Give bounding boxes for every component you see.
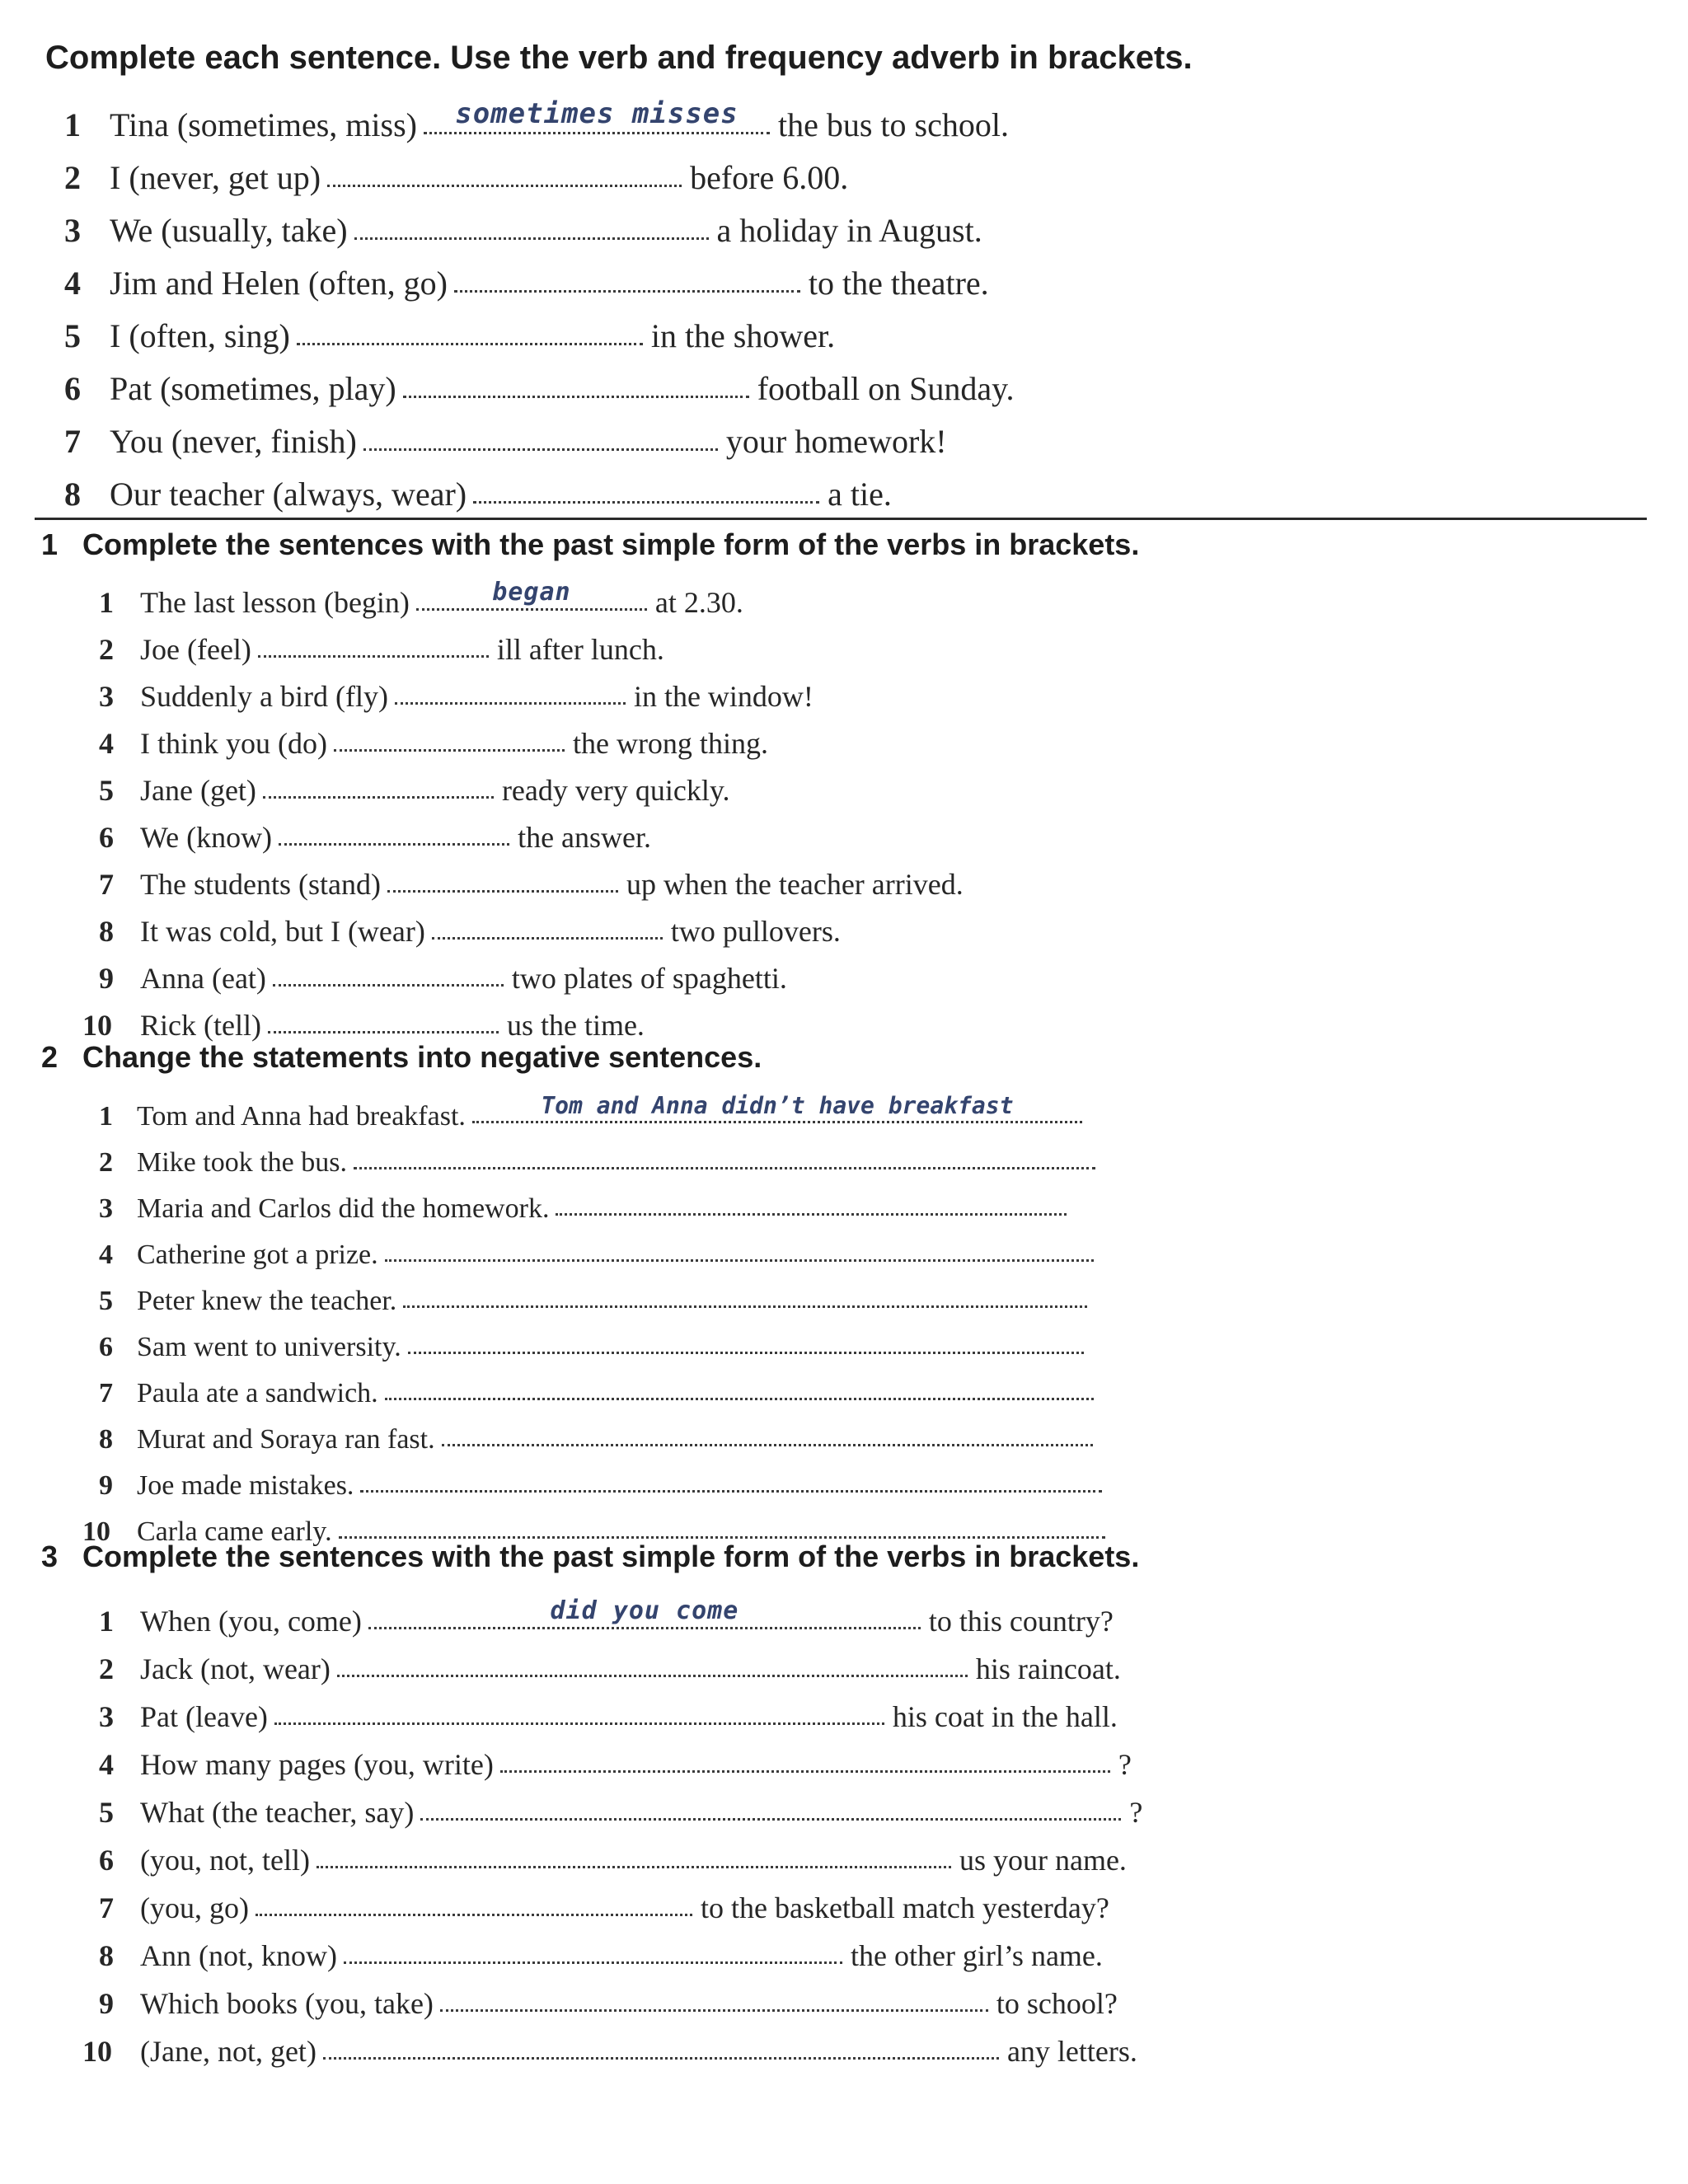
item-prompt: Paula ate a sandwich. bbox=[137, 1378, 378, 1408]
item-number: 10 bbox=[82, 1009, 112, 1042]
item-ending: ill after lunch. bbox=[496, 633, 664, 666]
item-prompt: Anna (eat) bbox=[140, 962, 266, 995]
item-number: 2 bbox=[99, 633, 114, 666]
answer-blank[interactable] bbox=[395, 673, 626, 705]
item-ending: ? bbox=[1118, 1748, 1132, 1781]
item-ending: the answer. bbox=[518, 821, 652, 854]
handwritten-answer: did you come bbox=[550, 1596, 739, 1625]
ex2-item-8 bbox=[99, 1418, 1101, 1455]
item-prompt: Pat (sometimes, play) bbox=[110, 370, 396, 407]
ex3-item-7 bbox=[99, 1886, 1109, 1925]
item-number: 1 bbox=[64, 106, 81, 143]
item-prompt: Ann (not, know) bbox=[140, 1939, 337, 1972]
item-number: 5 bbox=[99, 1796, 114, 1829]
item-number: 7 bbox=[99, 1891, 114, 1924]
exercise-frequency-heading bbox=[45, 40, 1193, 77]
item-prompt: Which books (you, take) bbox=[140, 1987, 434, 2020]
item-ending: his raincoat. bbox=[975, 1652, 1121, 1685]
ex1-item-7 bbox=[99, 862, 964, 902]
item-prompt: Tina (sometimes, miss) bbox=[110, 106, 417, 143]
answer-blank[interactable] bbox=[387, 860, 618, 893]
item-number: 6 bbox=[99, 1844, 114, 1877]
item-prompt: Peter knew the teacher. bbox=[137, 1286, 397, 1316]
item-number: 3 bbox=[99, 680, 114, 713]
item-prompt: We (know) bbox=[140, 821, 273, 854]
answer-blank[interactable] bbox=[297, 310, 643, 345]
answer-blank[interactable] bbox=[339, 1508, 1105, 1539]
item-number: 7 bbox=[99, 868, 114, 901]
ex1-item-6 bbox=[99, 815, 651, 855]
item-ending: two plates of spaghetti. bbox=[511, 962, 787, 995]
item-prompt: How many pages (you, write) bbox=[140, 1748, 494, 1781]
item-prompt: (you, go) bbox=[140, 1891, 249, 1924]
answer-blank[interactable] bbox=[454, 257, 800, 293]
item-number: 6 bbox=[99, 821, 114, 854]
ex2-item-9 bbox=[99, 1464, 1110, 1502]
item-number: 4 bbox=[99, 1240, 113, 1270]
item-number: 1 bbox=[99, 1605, 114, 1638]
item-ending: the bus to school. bbox=[778, 106, 1009, 143]
answer-blank[interactable] bbox=[556, 1185, 1067, 1216]
item-number: 2 bbox=[99, 1147, 113, 1178]
item-ending: the wrong thing. bbox=[572, 727, 768, 760]
handwritten-answer: began bbox=[492, 578, 571, 607]
answer-blank[interactable] bbox=[416, 579, 647, 611]
ex3-item-9 bbox=[99, 1981, 1118, 2021]
answer-blank[interactable] bbox=[344, 1932, 842, 1964]
answer-blank[interactable] bbox=[316, 1836, 951, 1868]
ex1-item-4 bbox=[99, 721, 768, 761]
item-ending: ready very quickly. bbox=[501, 774, 730, 807]
handwritten-answer: sometimes misses bbox=[455, 97, 738, 130]
answer-blank[interactable] bbox=[268, 1001, 499, 1033]
item-prompt: When (you, come) bbox=[140, 1605, 362, 1638]
exercise-1-heading bbox=[41, 527, 1139, 562]
item-prompt: Carla came early. bbox=[137, 1516, 332, 1547]
item-number: 7 bbox=[64, 423, 81, 460]
exercise-number: 1 bbox=[41, 527, 59, 561]
item-ending: to this country? bbox=[928, 1605, 1114, 1638]
item-number: 5 bbox=[64, 317, 81, 354]
exercise-2-title: Change the statements into negative sentences. bbox=[82, 1040, 762, 1074]
item-prompt: Joe (feel) bbox=[140, 633, 251, 666]
freq-item-8 bbox=[64, 470, 892, 513]
item-ending: his coat in the hall. bbox=[892, 1700, 1118, 1733]
answer-blank[interactable] bbox=[473, 468, 819, 504]
item-number: 1 bbox=[99, 586, 114, 619]
ex1-item-1 bbox=[99, 580, 743, 620]
answer-blank[interactable] bbox=[403, 1277, 1087, 1308]
ex2-item-2 bbox=[99, 1141, 1104, 1179]
item-ending: in the shower. bbox=[650, 317, 836, 354]
item-ending: a holiday in August. bbox=[716, 212, 982, 249]
item-number: 3 bbox=[64, 212, 81, 249]
item-number: 4 bbox=[99, 727, 114, 760]
answer-blank[interactable] bbox=[363, 415, 718, 451]
item-number: 10 bbox=[82, 1516, 110, 1547]
item-ending: us the time. bbox=[506, 1009, 645, 1042]
item-number: 9 bbox=[99, 1470, 113, 1501]
item-prompt: Our teacher (always, wear) bbox=[110, 476, 467, 513]
item-ending: before 6.00. bbox=[690, 159, 849, 196]
exercise-frequency-title: Complete each sentence. Use the verb and frequency adverb in brackets. bbox=[45, 40, 1193, 76]
ex2-item-1 bbox=[99, 1094, 1090, 1132]
item-number: 8 bbox=[64, 476, 81, 513]
answer-blank[interactable] bbox=[420, 1788, 1121, 1821]
freq-item-4 bbox=[64, 259, 989, 302]
item-prompt: Sam went to university. bbox=[137, 1332, 401, 1362]
section-divider bbox=[35, 518, 1647, 520]
answer-blank[interactable] bbox=[500, 1741, 1110, 1773]
exercise-2-heading bbox=[41, 1040, 762, 1075]
item-number: 5 bbox=[99, 774, 114, 807]
item-prompt: It was cold, but I (wear) bbox=[140, 915, 425, 948]
item-ending: at 2.30. bbox=[654, 586, 743, 619]
ex1-item-8 bbox=[99, 909, 841, 949]
item-ending: to the theatre. bbox=[808, 265, 989, 302]
answer-blank[interactable] bbox=[408, 1324, 1084, 1354]
item-prompt: The students (stand) bbox=[140, 868, 381, 901]
item-prompt: Mike took the bus. bbox=[137, 1147, 347, 1178]
freq-item-6 bbox=[64, 364, 1015, 408]
item-ending: us your name. bbox=[959, 1844, 1127, 1877]
item-prompt: What (the teacher, say) bbox=[140, 1796, 415, 1829]
freq-item-2 bbox=[64, 153, 848, 197]
freq-item-5 bbox=[64, 312, 835, 355]
item-number: 8 bbox=[99, 915, 114, 948]
item-ending: two pullovers. bbox=[670, 915, 841, 948]
item-prompt: Tom and Anna had breakfast. bbox=[137, 1101, 466, 1132]
item-prompt: We (usually, take) bbox=[110, 212, 348, 249]
item-number: 9 bbox=[99, 962, 114, 995]
item-prompt: Murat and Soraya ran fast. bbox=[137, 1424, 435, 1455]
freq-item-1 bbox=[64, 97, 1009, 144]
answer-blank[interactable] bbox=[334, 719, 565, 752]
item-prompt: You (never, finish) bbox=[110, 423, 357, 460]
item-ending: any letters. bbox=[1006, 2035, 1137, 2068]
ex2-item-4 bbox=[99, 1233, 1102, 1271]
exercise-3-title: Complete the sentences with the past simple form of the verbs in brackets. bbox=[82, 1540, 1140, 1573]
answer-blank[interactable] bbox=[368, 1597, 921, 1629]
item-ending: the other girl’s name. bbox=[850, 1939, 1103, 1972]
answer-blank[interactable] bbox=[337, 1645, 968, 1677]
answer-blank[interactable] bbox=[385, 1370, 1094, 1400]
answer-blank[interactable] bbox=[274, 1693, 884, 1725]
freq-item-7 bbox=[64, 417, 947, 461]
item-number: 2 bbox=[64, 159, 81, 196]
answer-blank[interactable] bbox=[273, 954, 504, 987]
item-ending: a tie. bbox=[828, 476, 892, 513]
item-ending: football on Sunday. bbox=[757, 370, 1015, 407]
ex2-item-3 bbox=[99, 1187, 1075, 1225]
item-ending: your homework! bbox=[725, 423, 947, 460]
answer-blank[interactable] bbox=[385, 1231, 1094, 1262]
answer-blank[interactable] bbox=[442, 1416, 1093, 1446]
item-prompt: Jim and Helen (often, go) bbox=[110, 265, 448, 302]
item-number: 3 bbox=[99, 1193, 113, 1224]
answer-blank[interactable] bbox=[360, 1462, 1102, 1493]
item-number: 10 bbox=[82, 2035, 112, 2068]
item-ending: to school? bbox=[996, 1987, 1118, 2020]
answer-blank[interactable] bbox=[327, 152, 682, 187]
item-ending: to the basketball match yesterday? bbox=[700, 1891, 1109, 1924]
item-prompt: Catherine got a prize. bbox=[137, 1240, 378, 1270]
ex1-item-5 bbox=[99, 768, 730, 808]
ex2-item-5 bbox=[99, 1279, 1095, 1317]
item-number: 4 bbox=[64, 265, 81, 302]
ex2-item-6 bbox=[99, 1325, 1092, 1363]
ex1-item-9 bbox=[99, 956, 787, 996]
item-number: 4 bbox=[99, 1748, 114, 1781]
exercise-1-title: Complete the sentences with the past simple form of the verbs in brackets. bbox=[82, 527, 1140, 561]
item-number: 9 bbox=[99, 1987, 114, 2020]
item-number: 5 bbox=[99, 1286, 113, 1316]
item-number: 6 bbox=[99, 1332, 113, 1362]
answer-blank[interactable] bbox=[472, 1093, 1082, 1123]
item-prompt: Maria and Carlos did the homework. bbox=[137, 1193, 550, 1224]
ex3-item-8 bbox=[99, 1933, 1103, 1973]
answer-blank[interactable] bbox=[424, 99, 770, 134]
item-prompt: I think you (do) bbox=[140, 727, 327, 760]
item-number: 6 bbox=[64, 370, 81, 407]
exercise-3-heading bbox=[41, 1540, 1139, 1574]
freq-item-3 bbox=[64, 206, 982, 250]
item-number: 7 bbox=[99, 1378, 113, 1408]
answer-blank[interactable] bbox=[256, 1884, 692, 1916]
handwritten-answer: Tom and Anna didn’t have breakfast bbox=[541, 1092, 1014, 1119]
item-number: 1 bbox=[99, 1101, 113, 1132]
ex3-item-4 bbox=[99, 1742, 1132, 1782]
ex3-item-10 bbox=[82, 2029, 1137, 2069]
ex3-item-3 bbox=[99, 1694, 1118, 1734]
ex3-item-1 bbox=[99, 1596, 1114, 1638]
answer-blank[interactable] bbox=[440, 1980, 988, 2012]
ex3-item-5 bbox=[99, 1790, 1142, 1830]
ex1-item-3 bbox=[99, 674, 814, 714]
item-prompt: Pat (leave) bbox=[140, 1700, 268, 1733]
answer-blank[interactable] bbox=[263, 766, 494, 799]
item-ending: in the window! bbox=[633, 680, 814, 713]
item-prompt: Jane (get) bbox=[140, 774, 256, 807]
answer-blank[interactable] bbox=[258, 626, 489, 658]
answer-blank[interactable] bbox=[354, 1139, 1095, 1169]
item-ending: up when the teacher arrived. bbox=[626, 868, 964, 901]
item-prompt: Jack (not, wear) bbox=[140, 1652, 331, 1685]
item-prompt: (Jane, not, get) bbox=[140, 2035, 316, 2068]
item-prompt: Rick (tell) bbox=[140, 1009, 261, 1042]
item-prompt: The last lesson (begin) bbox=[140, 586, 410, 619]
answer-blank[interactable] bbox=[279, 813, 509, 846]
item-prompt: Suddenly a bird (fly) bbox=[140, 680, 388, 713]
answer-blank[interactable] bbox=[432, 907, 663, 940]
item-number: 2 bbox=[99, 1652, 114, 1685]
item-prompt: (you, not, tell) bbox=[140, 1844, 310, 1877]
ex2-item-7 bbox=[99, 1371, 1102, 1409]
item-number: 8 bbox=[99, 1939, 114, 1972]
answer-blank[interactable] bbox=[354, 204, 709, 240]
ex1-item-2 bbox=[99, 627, 664, 667]
item-prompt: I (never, get up) bbox=[110, 159, 321, 196]
answer-blank[interactable] bbox=[323, 2027, 999, 2060]
exercise-number: 3 bbox=[41, 1540, 59, 1573]
item-prompt: Joe made mistakes. bbox=[137, 1470, 354, 1501]
answer-blank[interactable] bbox=[403, 363, 749, 398]
ex3-item-2 bbox=[99, 1647, 1121, 1686]
item-prompt: I (often, sing) bbox=[110, 317, 290, 354]
item-ending: ? bbox=[1129, 1796, 1143, 1829]
ex3-item-6 bbox=[99, 1838, 1127, 1877]
ex1-item-10 bbox=[82, 1003, 645, 1043]
item-number: 8 bbox=[99, 1424, 113, 1455]
item-number: 3 bbox=[99, 1700, 114, 1733]
exercise-number: 2 bbox=[41, 1040, 59, 1074]
